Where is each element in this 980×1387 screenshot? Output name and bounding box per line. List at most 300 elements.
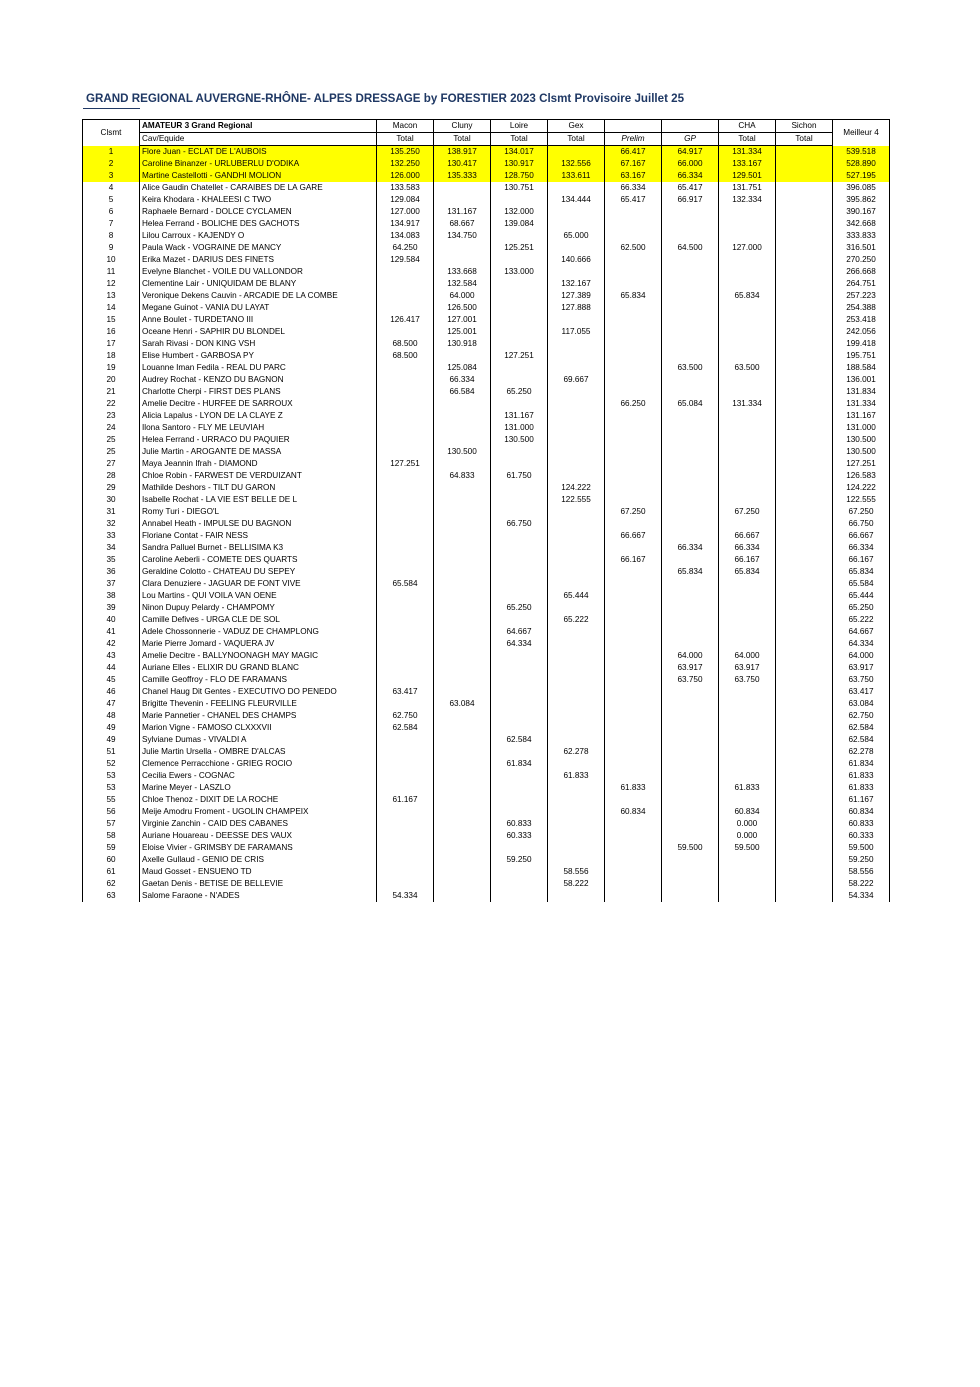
table-row	[83, 578, 890, 590]
score-cell: 127.000	[719, 242, 776, 254]
score-cell	[377, 638, 434, 650]
score-cell: 65.417	[662, 182, 719, 194]
score-cell: 133.611	[548, 170, 605, 182]
rider-horse-cell: Julie Martin - AROGANTE DE MASSA	[140, 446, 377, 458]
score-cell	[776, 278, 833, 290]
table-row	[83, 602, 890, 614]
table-row	[83, 890, 890, 902]
score-cell	[491, 722, 548, 734]
table-row	[83, 866, 890, 878]
score-cell: 63.917	[719, 662, 776, 674]
score-cell	[719, 878, 776, 890]
score-cell	[605, 890, 662, 902]
score-cell	[776, 362, 833, 374]
score-cell	[776, 206, 833, 218]
rider-horse-cell: Gaetan Denis - BETISE DE BELLEVIE	[140, 878, 377, 890]
best-total-cell: 131.167	[833, 410, 890, 422]
best-total-cell: 54.334	[833, 890, 890, 902]
score-cell: 60.834	[605, 806, 662, 818]
score-cell: 127.251	[491, 350, 548, 362]
score-cell: 130.500	[434, 446, 491, 458]
best-total-cell: 63.750	[833, 674, 890, 686]
score-cell: 65.834	[662, 566, 719, 578]
score-cell: 66.667	[719, 530, 776, 542]
best-total-cell: 61.167	[833, 794, 890, 806]
header-rank: Clsmt	[83, 120, 140, 146]
header-col-top	[605, 120, 662, 133]
rank-cell: 6	[83, 206, 140, 218]
score-cell: 66.417	[605, 146, 662, 159]
score-cell: 66.167	[719, 554, 776, 566]
score-cell: 66.167	[605, 554, 662, 566]
score-cell	[491, 506, 548, 518]
rider-horse-cell: Helea Ferrand - URRACO DU PAQUIER	[140, 434, 377, 446]
score-cell: 65.250	[491, 602, 548, 614]
table-row	[83, 206, 890, 218]
score-cell	[434, 626, 491, 638]
table-row	[83, 782, 890, 794]
rank-cell: 13	[83, 290, 140, 302]
score-cell	[548, 446, 605, 458]
score-cell: 125.084	[434, 362, 491, 374]
score-cell	[548, 146, 605, 159]
table-row	[83, 446, 890, 458]
table-row	[83, 626, 890, 638]
rank-cell: 58	[83, 830, 140, 842]
best-total-cell: 63.084	[833, 698, 890, 710]
best-total-cell: 65.834	[833, 566, 890, 578]
best-total-cell: 64.000	[833, 650, 890, 662]
score-cell	[548, 782, 605, 794]
score-cell	[377, 494, 434, 506]
score-cell	[662, 218, 719, 230]
score-cell	[719, 686, 776, 698]
rank-cell: 44	[83, 662, 140, 674]
score-cell	[605, 302, 662, 314]
score-cell	[776, 158, 833, 170]
table-row	[83, 674, 890, 686]
best-total-cell: 60.333	[833, 830, 890, 842]
rank-cell: 25	[83, 434, 140, 446]
score-cell	[719, 614, 776, 626]
rider-horse-cell: Martine Castellotti - GANDHI MOLION	[140, 170, 377, 182]
score-cell	[719, 494, 776, 506]
header-col-bottom: Total	[491, 133, 548, 146]
score-cell	[377, 842, 434, 854]
rider-horse-cell: Alicia Lapalus - LYON DE LA CLAYE Z	[140, 410, 377, 422]
best-total-cell: 199.418	[833, 338, 890, 350]
score-cell	[377, 446, 434, 458]
score-cell	[491, 866, 548, 878]
score-cell: 61.833	[548, 770, 605, 782]
score-cell	[434, 350, 491, 362]
score-cell	[605, 590, 662, 602]
score-cell	[719, 458, 776, 470]
score-cell	[491, 686, 548, 698]
score-cell	[776, 614, 833, 626]
rider-horse-cell: Meije Amodru Froment - UGOLIN CHAMPEIX	[140, 806, 377, 818]
rank-cell: 32	[83, 518, 140, 530]
score-cell	[776, 518, 833, 530]
score-cell	[605, 278, 662, 290]
score-cell: 67.250	[605, 506, 662, 518]
score-cell	[377, 626, 434, 638]
score-cell	[377, 434, 434, 446]
rider-horse-cell: Erika Mazet - DARIUS DES FINETS	[140, 254, 377, 266]
score-cell	[548, 830, 605, 842]
score-cell	[377, 566, 434, 578]
best-total-cell: 257.223	[833, 290, 890, 302]
score-cell	[605, 326, 662, 338]
score-cell: 66.667	[605, 530, 662, 542]
score-cell	[491, 554, 548, 566]
rider-horse-cell: Auriane Elles - ELIXIR DU GRAND BLANC	[140, 662, 377, 674]
score-cell	[662, 254, 719, 266]
rider-horse-cell: Helea Ferrand - BOLICHE DES GACHOTS	[140, 218, 377, 230]
best-total-cell: 59.250	[833, 854, 890, 866]
score-cell	[377, 518, 434, 530]
score-cell	[662, 770, 719, 782]
rider-horse-cell: Maud Gosset - ENSUENO TD	[140, 866, 377, 878]
score-cell: 66.334	[434, 374, 491, 386]
header-col-top: Loire	[491, 120, 548, 133]
ranking-table	[82, 119, 890, 902]
score-cell	[434, 794, 491, 806]
best-total-cell: 60.834	[833, 806, 890, 818]
score-cell: 132.000	[491, 206, 548, 218]
header-best: Meilleur 4	[833, 120, 890, 146]
score-cell	[662, 782, 719, 794]
table-row	[83, 398, 890, 410]
rank-cell: 45	[83, 674, 140, 686]
score-cell	[377, 782, 434, 794]
score-cell	[776, 302, 833, 314]
rank-cell: 4	[83, 182, 140, 194]
score-cell: 63.750	[719, 674, 776, 686]
score-cell	[548, 350, 605, 362]
score-cell	[776, 818, 833, 830]
score-cell	[605, 686, 662, 698]
rank-cell: 29	[83, 482, 140, 494]
table-row	[83, 770, 890, 782]
document-title: GRAND REGIONAL AUVERGNE-RHÔNE- ALPES DRESSAGE by FORESTIER 2023 Clsmt Provisoire Juillet 25	[86, 92, 685, 105]
score-cell	[776, 542, 833, 554]
score-cell	[548, 266, 605, 278]
score-cell	[719, 482, 776, 494]
table-row	[83, 350, 890, 362]
best-total-cell: 264.751	[833, 278, 890, 290]
score-cell: 130.500	[491, 434, 548, 446]
score-cell: 132.556	[548, 158, 605, 170]
score-cell	[662, 710, 719, 722]
score-cell	[434, 650, 491, 662]
rider-horse-cell: Caroline Aeberli - COMETE DES QUARTS	[140, 554, 377, 566]
score-cell	[776, 878, 833, 890]
best-total-cell: 242.056	[833, 326, 890, 338]
score-cell: 135.333	[434, 170, 491, 182]
score-cell	[719, 434, 776, 446]
table-row	[83, 542, 890, 554]
score-cell	[719, 314, 776, 326]
best-total-cell: 136.001	[833, 374, 890, 386]
rank-cell: 12	[83, 278, 140, 290]
rank-cell: 36	[83, 566, 140, 578]
table-row	[83, 434, 890, 446]
score-cell	[377, 818, 434, 830]
score-cell: 59.500	[662, 842, 719, 854]
best-total-cell: 58.222	[833, 878, 890, 890]
rank-cell: 14	[83, 302, 140, 314]
score-cell: 63.167	[605, 170, 662, 182]
score-cell	[776, 242, 833, 254]
rank-cell: 17	[83, 338, 140, 350]
header-rider-horse: Cav/Equide	[140, 133, 377, 146]
score-cell	[719, 578, 776, 590]
score-cell	[662, 446, 719, 458]
score-cell	[662, 866, 719, 878]
best-total-cell: 188.584	[833, 362, 890, 374]
rider-horse-cell: Marie Pierre Jomard - VAQUERA JV	[140, 638, 377, 650]
score-cell	[434, 842, 491, 854]
rider-horse-cell: Oceane Henri - SAPHIR DU BLONDEL	[140, 326, 377, 338]
rank-cell: 25	[83, 446, 140, 458]
score-cell	[776, 458, 833, 470]
score-cell: 66.334	[662, 542, 719, 554]
score-cell	[377, 698, 434, 710]
score-cell	[776, 674, 833, 686]
rider-horse-cell: Lilou Carroux - KAJENDY O	[140, 230, 377, 242]
score-cell	[491, 362, 548, 374]
score-cell	[776, 782, 833, 794]
score-cell: 68.500	[377, 350, 434, 362]
score-cell: 67.250	[719, 506, 776, 518]
rank-cell: 10	[83, 254, 140, 266]
best-total-cell: 122.555	[833, 494, 890, 506]
score-cell	[662, 374, 719, 386]
rank-cell: 40	[83, 614, 140, 626]
rider-horse-cell: Brigitte Thevenin - FEELING FLEURVILLE	[140, 698, 377, 710]
score-cell	[548, 638, 605, 650]
score-cell: 66.334	[662, 170, 719, 182]
score-cell	[434, 638, 491, 650]
score-cell	[548, 890, 605, 902]
score-cell	[719, 866, 776, 878]
score-cell	[776, 710, 833, 722]
table-row	[83, 302, 890, 314]
score-cell	[605, 662, 662, 674]
score-cell: 132.584	[434, 278, 491, 290]
rider-horse-cell: Lou Martins - QUI VOILA VAN OENE	[140, 590, 377, 602]
score-cell	[776, 230, 833, 242]
score-cell	[776, 386, 833, 398]
table-row	[83, 170, 890, 182]
rank-cell: 51	[83, 746, 140, 758]
score-cell	[491, 278, 548, 290]
score-cell	[491, 806, 548, 818]
score-cell	[548, 506, 605, 518]
best-total-cell: 61.834	[833, 758, 890, 770]
score-cell: 69.667	[548, 374, 605, 386]
score-cell	[548, 710, 605, 722]
score-cell	[662, 410, 719, 422]
score-cell: 64.000	[434, 290, 491, 302]
rank-cell: 23	[83, 410, 140, 422]
score-cell	[491, 374, 548, 386]
rider-horse-cell: Sylviane Dumas - VIVALDI A	[140, 734, 377, 746]
score-cell	[491, 890, 548, 902]
score-cell: 65.084	[662, 398, 719, 410]
header-col-top: Gex	[548, 120, 605, 133]
score-cell	[662, 614, 719, 626]
score-cell: 64.250	[377, 242, 434, 254]
score-cell	[776, 854, 833, 866]
score-cell	[776, 290, 833, 302]
table-row	[83, 218, 890, 230]
rider-horse-cell: Clementine Lair - UNIQUIDAM DE BLANY	[140, 278, 377, 290]
score-cell	[434, 890, 491, 902]
score-cell	[605, 734, 662, 746]
header-row-bottom	[83, 133, 890, 146]
score-cell	[548, 362, 605, 374]
score-cell	[605, 494, 662, 506]
score-cell: 61.833	[605, 782, 662, 794]
table-row	[83, 230, 890, 242]
score-cell	[377, 674, 434, 686]
table-row	[83, 386, 890, 398]
score-cell	[662, 590, 719, 602]
best-total-cell: 66.750	[833, 518, 890, 530]
score-cell	[491, 566, 548, 578]
score-cell: 130.918	[434, 338, 491, 350]
score-cell: 129.584	[377, 254, 434, 266]
best-total-cell: 58.556	[833, 866, 890, 878]
rider-horse-cell: Camille Defives - URGA CLE DE SOL	[140, 614, 377, 626]
score-cell	[434, 674, 491, 686]
score-cell	[719, 386, 776, 398]
score-cell	[605, 338, 662, 350]
score-cell	[377, 410, 434, 422]
header-col-bottom: Total	[434, 133, 491, 146]
score-cell	[491, 458, 548, 470]
rank-cell: 28	[83, 470, 140, 482]
rank-cell: 60	[83, 854, 140, 866]
score-cell: 68.500	[377, 338, 434, 350]
score-cell	[491, 290, 548, 302]
best-total-cell: 63.417	[833, 686, 890, 698]
score-cell	[662, 338, 719, 350]
rank-cell: 62	[83, 878, 140, 890]
best-total-cell: 254.388	[833, 302, 890, 314]
header-col-top: CHA	[719, 120, 776, 133]
score-cell: 126.000	[377, 170, 434, 182]
score-cell	[662, 854, 719, 866]
best-total-cell: 65.444	[833, 590, 890, 602]
header-col-top: Macon	[377, 120, 434, 133]
score-cell: 61.833	[719, 782, 776, 794]
score-cell	[377, 290, 434, 302]
rank-cell: 53	[83, 782, 140, 794]
score-cell: 61.834	[491, 758, 548, 770]
score-cell	[662, 470, 719, 482]
rider-horse-cell: Ninon Dupuy Pelardy - CHAMPOMY	[140, 602, 377, 614]
table-row	[83, 794, 890, 806]
rank-cell: 43	[83, 650, 140, 662]
score-cell	[662, 638, 719, 650]
rank-cell: 35	[83, 554, 140, 566]
score-cell: 65.834	[719, 566, 776, 578]
score-cell	[434, 806, 491, 818]
score-cell: 134.083	[377, 230, 434, 242]
score-cell: 125.001	[434, 326, 491, 338]
header-col-top: Cluny	[434, 120, 491, 133]
score-cell	[605, 422, 662, 434]
table-row	[83, 746, 890, 758]
table-row	[83, 470, 890, 482]
score-cell	[719, 602, 776, 614]
score-cell	[605, 854, 662, 866]
table-row	[83, 290, 890, 302]
score-cell	[662, 578, 719, 590]
best-total-cell: 127.251	[833, 458, 890, 470]
score-cell	[434, 566, 491, 578]
score-cell	[434, 878, 491, 890]
score-cell	[434, 182, 491, 194]
score-cell	[776, 266, 833, 278]
score-cell	[662, 506, 719, 518]
score-cell	[776, 506, 833, 518]
score-cell	[662, 530, 719, 542]
score-cell	[548, 542, 605, 554]
score-cell	[434, 506, 491, 518]
score-cell	[605, 542, 662, 554]
rank-cell: 63	[83, 890, 140, 902]
score-cell: 132.250	[377, 158, 434, 170]
table-row	[83, 554, 890, 566]
score-cell: 60.833	[491, 818, 548, 830]
best-total-cell: 396.085	[833, 182, 890, 194]
score-cell	[491, 326, 548, 338]
score-cell: 0.000	[719, 830, 776, 842]
score-cell	[719, 758, 776, 770]
score-cell	[662, 494, 719, 506]
score-cell: 63.500	[719, 362, 776, 374]
score-cell	[605, 458, 662, 470]
score-cell	[662, 290, 719, 302]
score-cell	[491, 542, 548, 554]
score-cell	[434, 194, 491, 206]
score-cell	[491, 494, 548, 506]
score-cell	[662, 302, 719, 314]
score-cell	[548, 410, 605, 422]
score-cell: 122.555	[548, 494, 605, 506]
score-cell	[605, 206, 662, 218]
score-cell	[662, 626, 719, 638]
best-total-cell: 528.890	[833, 158, 890, 170]
score-cell: 133.668	[434, 266, 491, 278]
score-cell	[605, 386, 662, 398]
score-cell	[434, 578, 491, 590]
score-cell	[605, 362, 662, 374]
table-row	[83, 758, 890, 770]
score-cell: 64.833	[434, 470, 491, 482]
rider-horse-cell: Chloe Thenoz - DIXIT DE LA ROCHE	[140, 794, 377, 806]
score-cell	[776, 830, 833, 842]
rank-cell: 18	[83, 350, 140, 362]
rider-horse-cell: Evelyne Blanchet - VOILE DU VALLONDOR	[140, 266, 377, 278]
rider-horse-cell: Sandra Palluel Burnet - BELLISIMA K3	[140, 542, 377, 554]
score-cell	[719, 770, 776, 782]
score-cell: 140.666	[548, 254, 605, 266]
